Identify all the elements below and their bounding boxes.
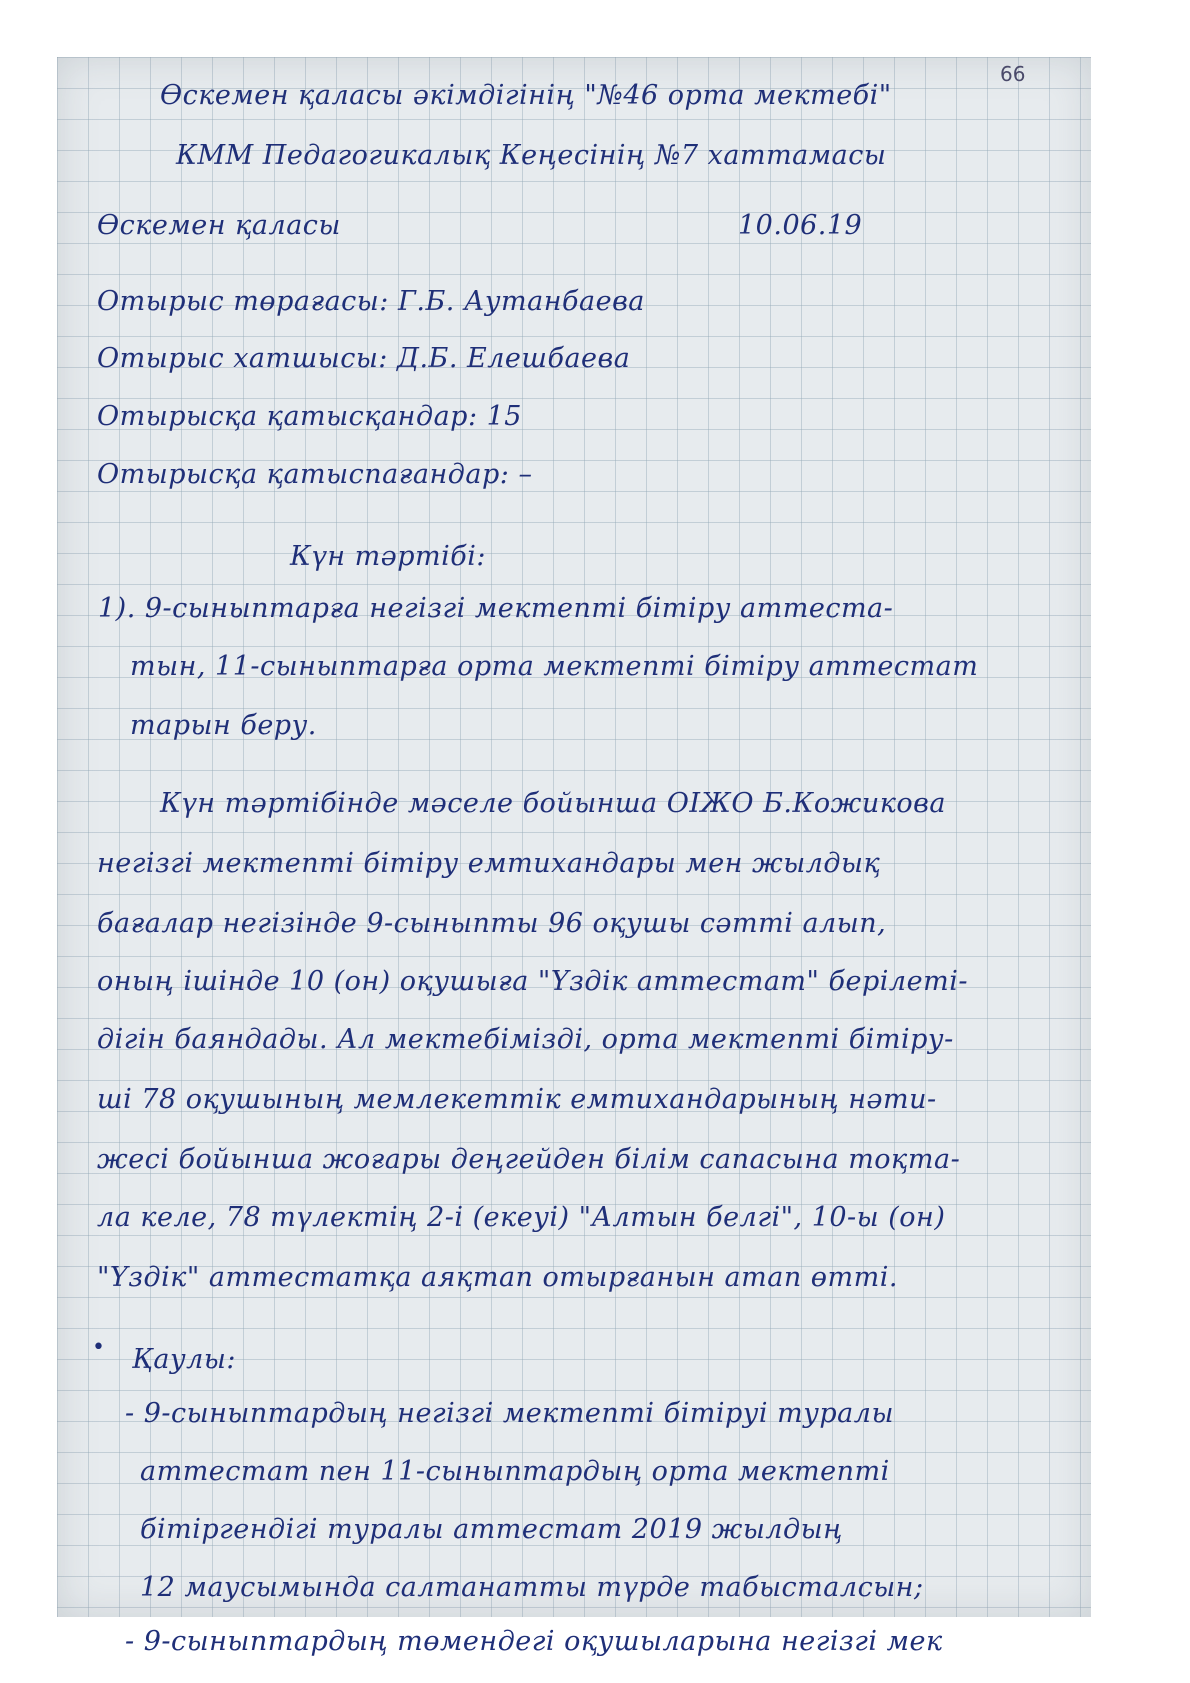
meeting-absent: Отырысқа қатыспағандар: – xyxy=(97,459,533,490)
place: Өскемен қаласы xyxy=(97,210,341,241)
agenda-item-line: 1). 9-сыныптарға негізгі мектепті бітіру аттеста- xyxy=(98,593,894,624)
discussion-line: оның ішінде 10 (он) оқушыға "Үздік аттестат" берілеті- xyxy=(97,966,968,997)
agenda-item-line: тарын беру. xyxy=(130,710,317,741)
header-line-1: Өскемен қаласы әкімдігінің "№46 орта мектебі" xyxy=(160,80,892,111)
page-number: 66 xyxy=(1000,62,1026,86)
decision-line: 12 маусымында салтанатты түрде табысталсын; xyxy=(140,1572,924,1603)
decision-line: - 9-сыныптардың төмендегі оқушыларына негізгі мек xyxy=(125,1626,943,1657)
discussion-line: негізгі мектепті бітіру емтихандары мен жылдық xyxy=(97,848,881,879)
discussion-line: "Үздік" аттестатқа аяқтап отырғанын атап өтті. xyxy=(97,1262,898,1293)
decision-line: аттестат пен 11-сыныптардың орта мектепті xyxy=(140,1456,890,1487)
discussion-line: жесі бойынша жоғары деңгейден білім сапасына тоқта- xyxy=(97,1144,961,1175)
decision-line: бітіргендігі туралы аттестат 2019 жылдың xyxy=(140,1514,843,1545)
header-line-2: КММ Педагогикалық Кеңесінің №7 хаттамасы xyxy=(176,140,887,171)
decision-line: - 9-сыныптардың негізгі мектепті бітіруі туралы xyxy=(125,1398,894,1429)
discussion-line: Күн тәртібінде мәселе бойынша ОІЖО Б.Кожикова xyxy=(160,788,946,819)
agenda-item-line: тын, 11-сыныптарға орта мектепті бітіру аттестат xyxy=(130,651,979,682)
discussion-line: ші 78 оқушының мемлекеттік емтихандарының нәти- xyxy=(97,1084,937,1115)
decision-title: Қаулы: xyxy=(132,1344,236,1375)
agenda-title: Күн тәртібі: xyxy=(290,541,486,572)
discussion-line: дігін баяндады. Ал мектебімізді, орта мектепті бітіру- xyxy=(97,1024,954,1055)
margin-mark: • xyxy=(92,1335,105,1360)
discussion-line: ла келе, 78 түлектің 2-і (екеуі) "Алтын белгі", 10-ы (он) xyxy=(97,1202,946,1233)
discussion-line: бағалар негізінде 9-сыныпты 96 оқушы сәтті алып, xyxy=(97,908,887,939)
meeting-secretary: Отырыс хатшысы: Д.Б. Елешбаева xyxy=(97,343,631,374)
meeting-present: Отырысқа қатысқандар: 15 xyxy=(97,401,522,432)
date: 10.06.19 xyxy=(738,210,863,241)
meeting-chair: Отырыс төрағасы: Г.Б. Аутанбаева xyxy=(97,286,645,317)
